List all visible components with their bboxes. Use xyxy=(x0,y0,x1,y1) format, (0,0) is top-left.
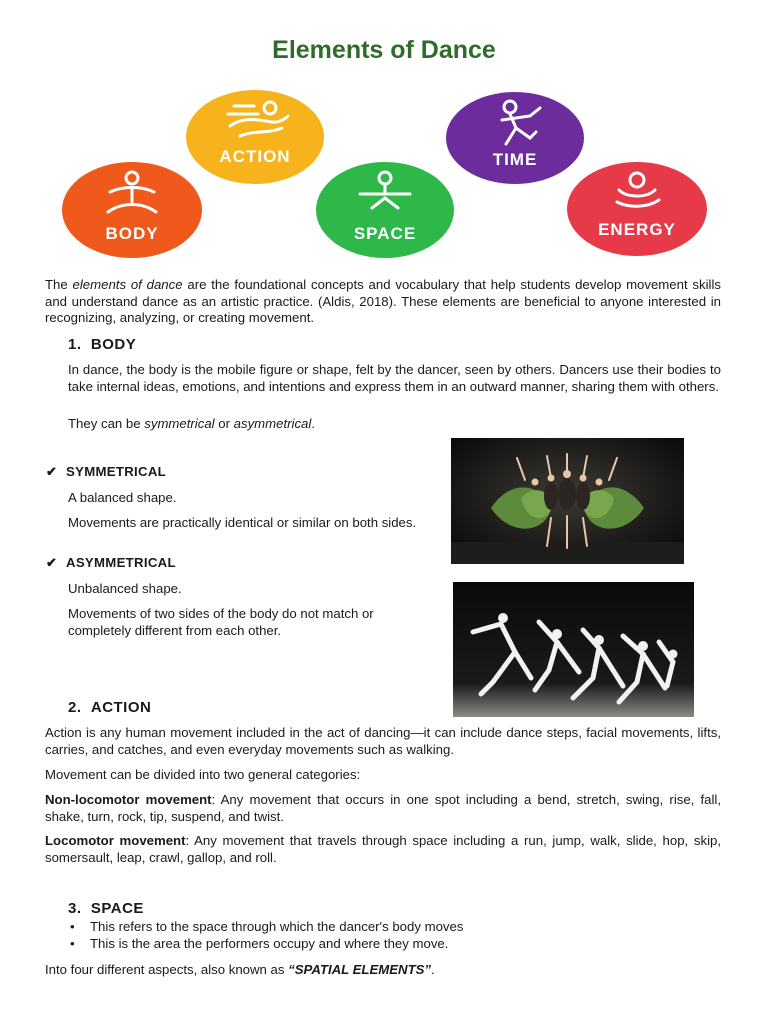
asymmetrical-line1: Unbalanced shape. xyxy=(68,581,182,596)
action-heading: 2. ACTION xyxy=(68,699,152,716)
page-title: Elements of Dance xyxy=(272,36,496,64)
symmetrical-line1: A balanced shape. xyxy=(68,490,177,505)
body-types-line: They can be symmetrical or asymmetrical. xyxy=(68,416,315,431)
symmetrical-line2: Movements are practically identical or similar on both sides. xyxy=(68,515,417,530)
action-dancer-icon xyxy=(220,98,292,142)
energy-label: ENERGY xyxy=(598,220,676,239)
space-dancer-icon xyxy=(350,168,420,220)
intro-emphasis: elements of dance xyxy=(72,277,183,292)
time-badge xyxy=(446,92,584,184)
space-bullet-list xyxy=(68,919,708,952)
action-paragraph: Action is any human movement included in the act of dancing—it can include dance steps, facial movements, lifts, carries, and catches, and even everyday movements such as walking. xyxy=(45,725,721,757)
intro-paragraph: The elements of dance are the foundational concepts and vocabulary that help students develop movement skills and understand dance as an artistic practice. (Aldis, 2018). These elements are beneficial to anyone interested in recognizing, analyzing, or creating movement. xyxy=(45,277,721,325)
spatial-elements-line: Into four different aspects, also known as “SPATIAL ELEMENTS”. xyxy=(45,962,435,977)
symmetrical-heading: ✔ SYMMETRICAL xyxy=(46,464,167,479)
non-locomotor-paragraph: Non-locomotor movement: Any movement that occurs in one spot including a bend, stretch, swing, rise, fall, shake, turn, rock, tip, suspend, and twist. xyxy=(45,792,721,824)
asymmetrical-heading: ✔ ASYMMETRICAL xyxy=(46,555,176,570)
time-label: TIME xyxy=(492,150,538,169)
action-categories-line: Movement can be divided into two general categories: xyxy=(45,767,361,782)
locomotor-paragraph: Locomotor movement: Any movement that travels through space including a run, jump, walk, slide, hop, skip, somersault, leap, crawl, gallop, and roll. xyxy=(45,833,721,865)
list-item: • This refers to the space through which the dancer's body moves xyxy=(68,919,708,936)
asymmetrical-line2: Movements of two sides of the body do not match or completely different from each other. xyxy=(68,606,374,638)
asymmetrical-dancers-photo xyxy=(453,582,694,717)
action-label: ACTION xyxy=(219,147,291,166)
time-dancer-icon xyxy=(486,98,546,150)
energy-dancer-icon xyxy=(607,168,667,218)
action-badge xyxy=(186,90,324,184)
body-label: BODY xyxy=(105,224,159,243)
check-icon: ✔ xyxy=(46,555,58,570)
space-heading: 3. SPACE xyxy=(68,900,144,917)
body-badge xyxy=(62,162,202,258)
body-heading: 1. BODY xyxy=(68,336,137,353)
list-item: • This is the area the performers occupy and where they move. xyxy=(68,936,708,953)
space-badge xyxy=(316,162,454,258)
space-label: SPACE xyxy=(353,224,417,243)
body-dancer-icon xyxy=(102,168,162,220)
energy-badge xyxy=(567,162,707,256)
check-icon: ✔ xyxy=(46,464,58,479)
body-paragraph: In dance, the body is the mobile figure or shape, felt by the dancer, seen by others. Dancers use their bodies to take internal ideas, emotions, and intentions and express them in an outward manner, sharing them with others. xyxy=(68,362,721,394)
symmetrical-dancers-photo xyxy=(451,438,684,564)
